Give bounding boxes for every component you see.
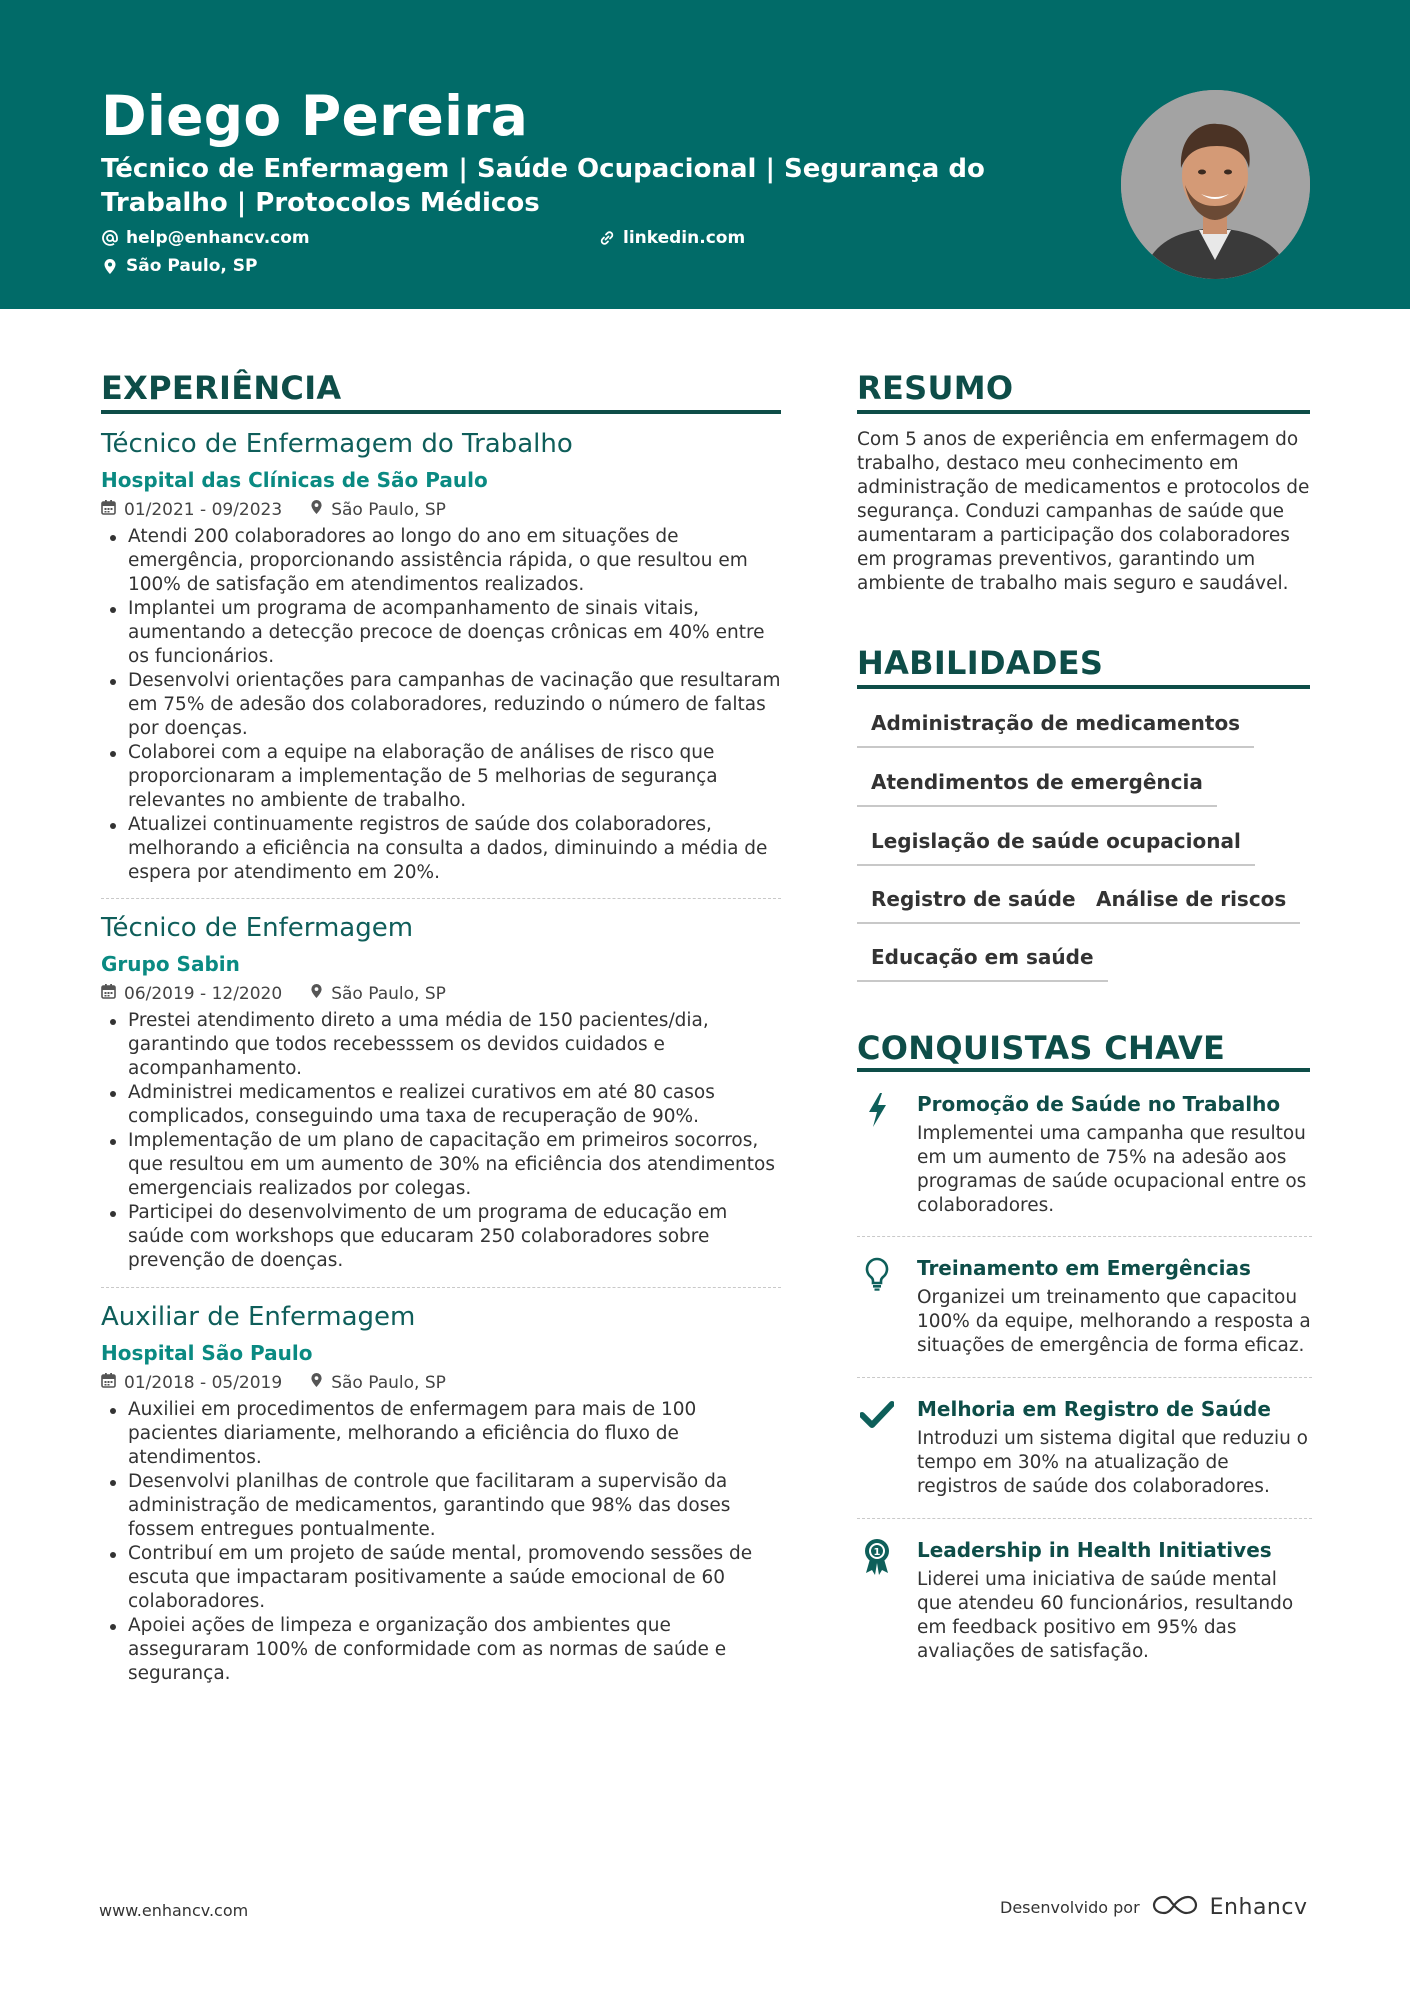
- job-location-text: São Paulo, SP: [331, 1373, 446, 1393]
- enhancv-logo-icon: [1152, 1893, 1198, 1921]
- job-title: Auxiliar de Enfermagem: [101, 1302, 416, 1332]
- profile-photo: [1121, 90, 1310, 279]
- job-meta: [101, 983, 781, 1005]
- svg-text:1: 1: [873, 1547, 881, 1558]
- job-entry: [101, 427, 781, 885]
- job-title: Técnico de Enfermagem do Trabalho: [101, 429, 573, 459]
- job-bullet: Atendi 200 colaboradores ao longo do ano em situações de emergência, proporcionando assistência rápida, o que resultou em 100% de satisfação em atendimentos realizados.: [101, 525, 781, 597]
- candidate-name: Diego Pereira: [101, 84, 529, 148]
- job-bullets: [101, 1398, 781, 1686]
- achievement-item: [857, 1090, 1312, 1218]
- job-bullet: Prestei atendimento direto a uma média de 150 pacientes/dia, garantindo que todos recebesssem os devidos cuidados e acompanhamento.: [101, 1009, 781, 1081]
- header-banner: [0, 0, 1410, 309]
- job-dates: [101, 983, 282, 1005]
- summary-text: Com 5 anos de experiência em enfermagem do trabalho, destaco meu conhecimento em administração de medicamentos e protocolos de segurança. Conduzi campanhas de saúde que aumentaram a participação dos colaboradores em programas preventivos, garantindo um ambiente de trabalho mais seguro e saudável.: [857, 429, 1310, 594]
- location-pin-icon: [310, 983, 323, 1005]
- link-icon: [598, 230, 615, 247]
- skills-heading: HABILIDADES: [857, 644, 1104, 682]
- achievement-title: Leadership in Health Initiatives: [917, 1538, 1272, 1562]
- job-location: [310, 499, 446, 521]
- lightning-icon: [857, 1090, 897, 1130]
- checkmark-icon: [857, 1395, 897, 1435]
- job-bullet: Contribuí em um projeto de saúde mental, promovendo sessões de escuta que impactaram positivamente a saúde emocional de 60 colaboradores.: [101, 1542, 781, 1614]
- footer-powered-by: Desenvolvido por: [1000, 1897, 1140, 1917]
- achievement-title: Treinamento em Emergências: [917, 1256, 1251, 1280]
- job-bullet: Apoiei ações de limpeza e organização dos ambientes que asseguraram 100% de conformidade com as normas de saúde e segurança.: [101, 1614, 781, 1686]
- job-company: Grupo Sabin: [101, 952, 240, 976]
- experience-rule: [101, 410, 781, 414]
- achievement-divider: [857, 1236, 1312, 1237]
- achievement-desc: Introduzi um sistema digital que reduziu o tempo em 30% na atualização de registros de saúde dos colaboradores.: [917, 1428, 1309, 1497]
- contact-location: [101, 256, 257, 276]
- candidate-headline: Técnico de Enfermagem | Saúde Ocupacional | Segurança do Trabalho | Protocolos Médicos: [101, 154, 985, 218]
- job-location: [310, 983, 446, 1005]
- footer-brand: Enhancv: [1209, 1894, 1308, 1920]
- skill-tag: Administração de medicamentos: [857, 702, 1254, 748]
- calendar-icon: [101, 983, 116, 1005]
- summary-rule: [857, 410, 1310, 414]
- lightbulb-icon: [857, 1254, 897, 1294]
- achievement-item: [857, 1254, 1312, 1358]
- experience-heading: EXPERIÊNCIA: [101, 369, 342, 407]
- job-bullet: Implantei um programa de acompanhamento de sinais vitais, aumentando a detecção precoce de doenças crônicas em 40% entre os funcionários.: [101, 597, 781, 669]
- achievements-heading: CONQUISTAS CHAVE: [857, 1029, 1226, 1067]
- skill-tag: Legislação de saúde ocupacional: [857, 820, 1255, 866]
- job-meta: [101, 1372, 781, 1394]
- job-location-text: São Paulo, SP: [331, 500, 446, 520]
- job-title: Técnico de Enfermagem: [101, 913, 414, 943]
- job-entry: [101, 1300, 781, 1686]
- skill-tag: Educação em saúde: [857, 936, 1108, 982]
- achievement-desc: Liderei uma iniciativa de saúde mental que atendeu 60 funcionários, resultando em feedback positivo em 95% das avaliações de satisfação.: [917, 1569, 1294, 1662]
- job-bullets: [101, 525, 781, 885]
- job-bullet: Implementação de um plano de capacitação em primeiros socorros, que resultou em um aumento de 30% na eficiência dos atendimentos emergenciais realizados por colegas.: [101, 1129, 781, 1201]
- job-dates: [101, 1372, 282, 1394]
- job-entry: [101, 911, 781, 1273]
- job-company: Hospital São Paulo: [101, 1341, 313, 1365]
- job-dates-text: 01/2018 - 05/2019: [124, 1373, 283, 1393]
- job-location-text: São Paulo, SP: [331, 984, 446, 1004]
- achievement-divider: [857, 1377, 1312, 1378]
- achievement-item: [857, 1395, 1312, 1499]
- achievement-item: [857, 1536, 1312, 1664]
- contact-email-text: help@enhancv.com: [126, 228, 310, 248]
- job-divider: [101, 898, 781, 899]
- skill-tag: Análise de riscos: [1082, 878, 1300, 924]
- job-bullet: Desenvolvi planilhas de controle que facilitaram a supervisão da administração de medicamentos, garantindo que 98% das doses fossem entregues pontualmente.: [101, 1470, 781, 1542]
- footer-website[interactable]: www.enhancv.com: [99, 1901, 249, 1920]
- job-company: Hospital das Clínicas de São Paulo: [101, 468, 488, 492]
- job-dates-text: 06/2019 - 12/2020: [124, 984, 283, 1004]
- job-bullet: Administrei medicamentos e realizei curativos em até 80 casos complicados, conseguindo uma taxa de recuperação de 90%.: [101, 1081, 781, 1129]
- calendar-icon: [101, 499, 116, 521]
- achievement-title: Melhoria em Registro de Saúde: [917, 1397, 1271, 1421]
- job-bullets: [101, 1009, 781, 1273]
- job-divider: [101, 1287, 781, 1288]
- award-ribbon-icon: [857, 1536, 897, 1576]
- job-dates-text: 01/2021 - 09/2023: [124, 500, 283, 520]
- job-dates: [101, 499, 282, 521]
- job-bullet: Colaborei com a equipe na elaboração de análises de risco que proporcionaram a implementação de 5 melhorias de segurança relevantes no ambiente de trabalho.: [101, 741, 781, 813]
- achievement-desc: Implementei uma campanha que resultou em um aumento de 75% na adesão aos programas de saúde ocupacional entre os colaboradores.: [917, 1123, 1307, 1216]
- contact-linkedin-text: linkedin.com: [623, 228, 746, 248]
- job-bullet: Desenvolvi orientações para campanhas de vacinação que resultaram em 75% de adesão dos colaboradores, reduzindo o número de faltas por doenças.: [101, 669, 781, 741]
- job-bullet: Atualizei continuamente registros de saúde dos colaboradores, melhorando a eficiência na consulta a dados, diminuindo a média de espera por atendimento em 20%.: [101, 813, 781, 885]
- achievements-rule: [857, 1068, 1310, 1072]
- contact-email[interactable]: [101, 228, 310, 248]
- contact-linkedin[interactable]: [598, 228, 745, 248]
- location-pin-icon: [310, 499, 323, 521]
- skills-rule: [857, 685, 1310, 689]
- summary-heading: RESUMO: [857, 369, 1014, 407]
- achievement-desc: Organizei um treinamento que capacitou 100% da equipe, melhorando a resposta a situações de emergência de forma eficaz.: [917, 1287, 1311, 1356]
- job-bullet: Participei do desenvolvimento de um programa de educação em saúde com workshops que educaram 250 colaboradores sobre prevenção de doenças.: [101, 1201, 781, 1273]
- skill-tag: Atendimentos de emergência: [857, 761, 1217, 807]
- achievement-divider: [857, 1518, 1312, 1519]
- job-meta: [101, 499, 781, 521]
- location-pin-icon: [101, 258, 118, 275]
- achievement-title: Promoção de Saúde no Trabalho: [917, 1092, 1281, 1116]
- location-pin-icon: [310, 1372, 323, 1394]
- footer-credit[interactable]: [1000, 1893, 1307, 1921]
- skill-tag: Registro de saúde: [857, 878, 1090, 924]
- job-location: [310, 1372, 446, 1394]
- contact-location-text: São Paulo, SP: [126, 256, 258, 276]
- at-sign-icon: [101, 230, 118, 247]
- job-bullet: Auxiliei em procedimentos de enfermagem para mais de 100 pacientes diariamente, melhorando a eficiência do fluxo de atendimentos.: [101, 1398, 781, 1470]
- calendar-icon: [101, 1372, 116, 1394]
